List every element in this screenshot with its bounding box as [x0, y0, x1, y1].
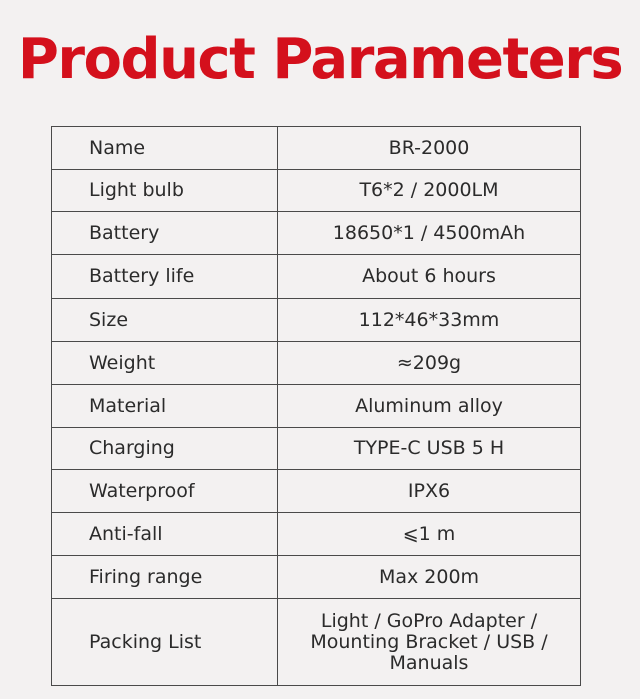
row-label-weight: Weight — [52, 342, 278, 385]
table-row — [52, 342, 581, 385]
row-value-name: BR-2000 — [278, 127, 581, 170]
row-label-waterproof: Waterproof — [52, 470, 278, 513]
row-label-charging: Charging — [52, 428, 278, 470]
row-value-battery: 18650*1 / 4500mAh — [278, 212, 581, 255]
parameters-table — [51, 126, 581, 686]
row-label-size: Size — [52, 299, 278, 342]
table-row — [52, 299, 581, 342]
packing-list-line: Manuals — [389, 651, 469, 674]
row-value-material: Aluminum alloy — [278, 385, 581, 428]
page-title: Product Parameters — [17, 27, 623, 92]
row-label-light-bulb: Light bulb — [52, 170, 278, 212]
row-label-name: Name — [52, 127, 278, 170]
table-row — [52, 513, 581, 556]
table-row — [52, 470, 581, 513]
row-label-material: Material — [52, 385, 278, 428]
row-value-battery-life: About 6 hours — [278, 255, 581, 299]
packing-list-line: Light / GoPro Adapter / — [320, 609, 538, 632]
packing-list-line: Mounting Bracket / USB / — [310, 630, 548, 653]
row-label-packing-list: Packing List — [52, 599, 278, 686]
table-row — [52, 212, 581, 255]
table-row — [52, 599, 581, 686]
table-row — [52, 127, 581, 170]
row-value-size: 112*46*33mm — [278, 299, 581, 342]
row-label-anti-fall: Anti-fall — [52, 513, 278, 556]
row-value-light-bulb: T6*2 / 2000LM — [278, 170, 581, 212]
table-row — [52, 556, 581, 599]
row-value-weight: ≈209g — [278, 342, 581, 385]
row-value-waterproof: IPX6 — [278, 470, 581, 513]
row-label-firing-range: Firing range — [52, 556, 278, 599]
table-row — [52, 255, 581, 299]
row-value-firing-range: Max 200m — [278, 556, 581, 599]
table-row — [52, 385, 581, 428]
table-row — [52, 170, 581, 212]
row-value-charging: TYPE-C USB 5 H — [278, 428, 581, 470]
row-value-anti-fall: ⩽1 m — [278, 513, 581, 556]
row-label-battery-life: Battery life — [52, 255, 278, 299]
table-row — [52, 428, 581, 470]
row-value-packing-list — [278, 599, 581, 686]
row-label-battery: Battery — [52, 212, 278, 255]
